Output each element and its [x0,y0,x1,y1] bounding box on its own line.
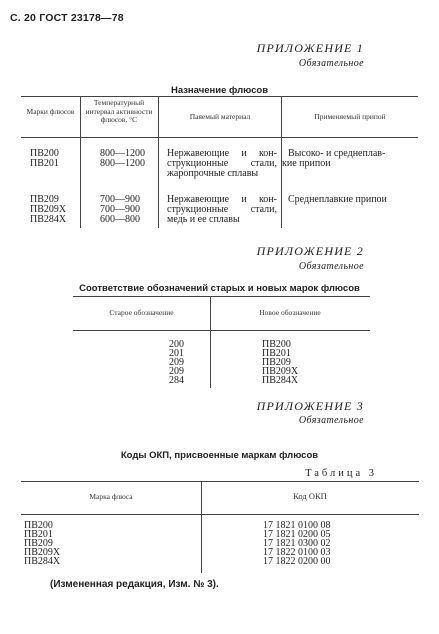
old-cell: 201 [169,348,184,359]
brand-cell: ПВ201 [24,529,53,540]
header-code: Код ОКП [293,491,327,501]
solder-cell: Высоко- и среднеплав- [288,148,386,159]
column-divider [80,96,81,228]
temp-cell: 700—900 [100,194,140,205]
brand-cell: ПВ284Х [30,214,67,225]
appendix2-note: Обязательное [298,261,364,272]
material-cell: Нержавеющие и кон- [167,194,277,205]
table-header-rule [73,330,370,331]
new-cell: ПВ201 [262,348,291,359]
code-cell: 17 1821 0100 08 [263,520,331,531]
table-number-label: Таблица 3 [305,468,377,479]
brand-cell: ПВ209Х [24,547,61,558]
table-top-rule [21,481,419,482]
page-header: С. 20 ГОСТ 23178—78 [10,12,124,24]
appendix3-table-title: Коды ОКП, присвоенные маркам флюсов [120,450,319,461]
old-cell: 209 [169,357,184,368]
brand-cell: ПВ200 [24,520,53,531]
temp-cell: 800—1200 [100,148,145,159]
code-cell: 17 1821 0200 05 [263,529,331,540]
code-cell: 17 1822 0200 00 [263,556,331,567]
appendix2-title: ПРИЛОЖЕНИЕ 2 [256,244,364,258]
header-brands: Марки флюсов [26,107,75,116]
amendment-footnote: (Измененная редакция, Изм. № 3). [50,579,219,590]
table-top-rule [73,296,370,297]
material-cell: струкционные стали, [167,204,277,215]
old-cell: 209 [169,366,184,377]
material-cell: медь и ее сплавы [167,214,240,225]
appendix3-title: ПРИЛОЖЕНИЕ 3 [256,399,364,413]
column-divider [158,96,159,228]
material-cell: Нержавеющие и кон- [167,148,277,159]
header-material: Паяемый материал [189,112,251,121]
header-brand: Марка флюса [89,492,133,501]
material-cell: струкционные стали, [167,158,277,169]
old-cell: 200 [169,339,184,350]
header-temp-interval: Температурный интервал активности флюсов, °С [85,98,153,124]
brand-cell: ПВ200 [30,148,59,159]
brand-cell: ПВ284Х [24,556,61,567]
solder-cell: кие припои [282,158,331,169]
old-cell: 284 [169,375,184,386]
brand-cell: ПВ209 [30,194,59,205]
header-solder: Применяемый припой [314,112,386,121]
temp-cell: 600—800 [100,214,140,225]
appendix3-note: Обязательное [298,415,364,426]
new-cell: ПВ284Х [262,375,299,386]
temp-cell: 700—900 [100,204,140,215]
header-new: Новое обозначение [259,308,321,317]
solder-cell: Среднеплавкие припои [288,194,387,205]
appendix2-table-title: Соответствие обозначений старых и новых марок флюсов [79,283,360,294]
brand-cell: ПВ201 [30,158,59,169]
new-cell: ПВ209 [262,357,291,368]
code-cell: 17 1822 0100 03 [263,547,331,558]
header-old: Старое обозначение [109,308,174,317]
code-cell: 17 1821 0300 02 [263,538,331,549]
table-header-rule [21,514,419,515]
new-cell: ПВ200 [262,339,291,350]
temp-cell: 800—1200 [100,158,145,169]
new-cell: ПВ209Х [262,366,299,377]
material-cell: жаропрочные сплавы [167,168,259,179]
appendix1-note: Обязательное [298,58,364,69]
brand-cell: ПВ209 [24,538,53,549]
brand-cell: ПВ209Х [30,204,67,215]
appendix1-title: ПРИЛОЖЕНИЕ 1 [256,41,364,55]
appendix1-table-title: Назначение флюсов [170,85,269,96]
